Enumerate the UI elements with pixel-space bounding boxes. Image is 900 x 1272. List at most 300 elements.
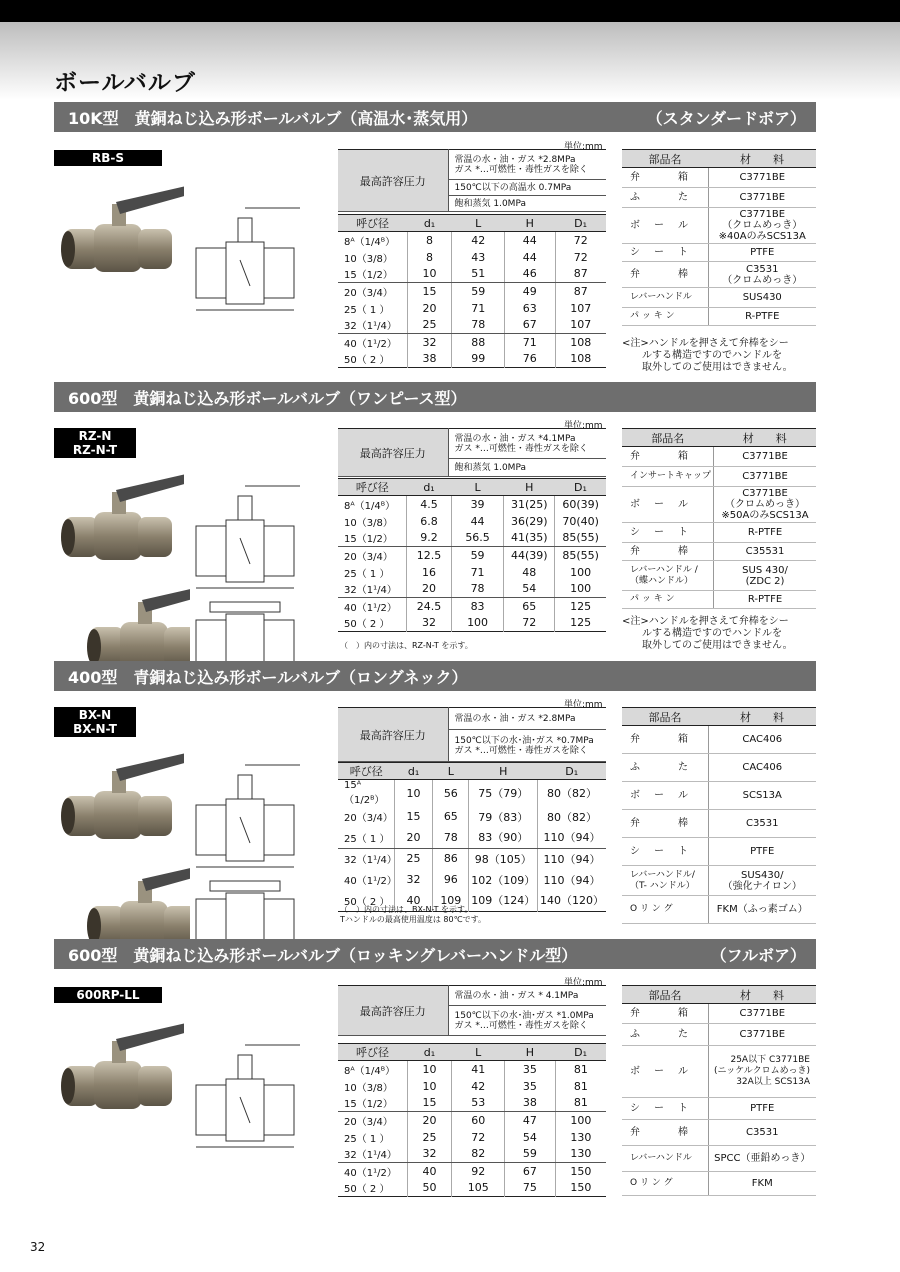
part-name: ボ ー ル: [622, 1046, 708, 1098]
dimension-header: 呼び径: [338, 215, 407, 232]
material-header: 部品名: [622, 986, 708, 1004]
material-row: [622, 208, 816, 244]
dimension-value: 43: [452, 249, 505, 266]
dimension-value: 100: [555, 1112, 606, 1129]
pressure-value: 常温の水・油・ガス *4.1MPa ガス *…可燃性・毒性ガスを除く: [448, 429, 606, 459]
dimension-header: D₁: [555, 215, 606, 232]
dimension-value: 15: [407, 283, 452, 300]
part-name: ふ た: [622, 188, 708, 208]
dimension-value: 109: [433, 890, 469, 911]
material-row: [622, 523, 816, 543]
dimension-value: 50: [407, 1180, 452, 1197]
dimension-value: 40: [394, 890, 432, 911]
material-row: [622, 467, 816, 487]
material-value: C3771BE: [708, 1024, 816, 1046]
dimension-drawing-icon: [190, 1027, 310, 1167]
dimension-value: 47: [505, 1112, 556, 1129]
nominal-size: 20（3/4）: [344, 287, 393, 299]
part-name: パ ッ キ ン: [622, 591, 714, 609]
section-model: 400型: [68, 667, 118, 687]
nominal-size: 10（3/8）: [344, 517, 393, 529]
nominal-size: 50（ 2 ）: [344, 896, 390, 908]
nominal-size: 50（ 2 ）: [344, 1184, 390, 1196]
material-value: PTFE: [708, 244, 816, 262]
dimension-value: 41(35): [504, 530, 555, 547]
dimension-row: [338, 1146, 606, 1163]
part-name: O リ ン グ: [622, 1172, 708, 1196]
dimension-value: 56: [433, 780, 469, 807]
dimension-row: [338, 283, 606, 300]
dimension-row: [338, 1163, 606, 1180]
section-title: 青銅ねじ込み形ボールバルブ（ロングネック）: [133, 667, 468, 687]
dimension-row: [338, 780, 606, 807]
material-value: C3771BE: [714, 447, 816, 467]
dimension-value: 20: [394, 827, 432, 848]
nominal-size: 10（3/8）: [344, 253, 393, 265]
material-value: FKM: [708, 1172, 816, 1196]
dimension-header: 呼び径: [338, 763, 394, 780]
material-header: 材 料: [708, 150, 816, 168]
section-model: 600型: [68, 945, 118, 965]
material-row: [622, 1004, 816, 1024]
model-code: RZ-N: [78, 429, 112, 443]
dimension-value: 20: [407, 1112, 452, 1129]
dimension-header: H: [469, 763, 538, 780]
unit-label: 単位:mm: [564, 142, 603, 152]
pressure-value: 飽和蒸気 1.0MPa: [448, 196, 606, 212]
material-row: [622, 487, 816, 523]
dimension-value: 87: [555, 283, 606, 300]
dimension-value: 100: [451, 615, 503, 632]
part-name: ボ ー ル: [622, 487, 714, 523]
nominal-size: 32（1¹/4）: [338, 581, 407, 598]
material-row: [622, 1146, 816, 1172]
part-name: レバーハンドル: [622, 1146, 708, 1172]
material-value: SUS 430/ (ZDC 2): [714, 561, 816, 591]
part-name: レバーハンドル / （蝶ハンドル）: [622, 561, 714, 591]
dimension-table: [338, 478, 606, 632]
dimension-value: 59: [505, 1146, 556, 1163]
dimension-value: 16: [407, 564, 452, 581]
material-row: [622, 1046, 816, 1098]
nominal-size: 50（ 2 ）: [344, 355, 390, 367]
dimension-value: 38: [407, 351, 452, 368]
section-header-bar: [54, 102, 816, 132]
dimension-value: 36(29): [504, 513, 555, 530]
dimension-value: 85(55): [555, 547, 606, 564]
material-row: [622, 810, 816, 838]
dimension-value: 6.8: [407, 513, 452, 530]
dimension-value: 70(40): [555, 513, 606, 530]
dimension-value: 49: [504, 283, 555, 300]
dimension-value: 85(55): [555, 530, 606, 547]
pressure-row: [338, 708, 606, 730]
pressure-label: 最高許容圧力: [338, 429, 448, 477]
dimension-header-row: [338, 215, 606, 232]
dimension-value: 107: [555, 300, 606, 317]
dimension-value: 4.5: [407, 496, 452, 513]
dimension-value: 108: [555, 351, 606, 368]
dimension-value: 78: [452, 317, 505, 334]
nominal-size: 32（1¹/4）: [344, 855, 397, 867]
material-header: 部品名: [622, 429, 714, 447]
part-name: 弁 棒: [622, 262, 708, 288]
dimension-value: 80（82）: [537, 806, 606, 827]
dimension-value: 98（105）: [469, 848, 538, 869]
material-value: SUS430: [708, 288, 816, 308]
max-pressure-table: [338, 707, 606, 762]
dimension-value: 20: [407, 581, 452, 598]
material-table: [622, 149, 816, 326]
nominal-size: 32（1¹/4）: [338, 317, 407, 334]
max-pressure-table: [338, 428, 606, 477]
part-name: 弁 箱: [622, 447, 714, 467]
material-value: 25A以下 C3771BE (ニッケルクロムめっき) 32A以上 SCS13A: [708, 1046, 816, 1098]
part-name: ボ ー ル: [622, 208, 708, 244]
dimension-row: [338, 496, 606, 513]
dimension-row: [338, 827, 606, 848]
section-bore-note: （フルボア）: [710, 945, 806, 965]
material-value: C3531: [708, 810, 816, 838]
pressure-value: 常温の水・油・ガス *2.8MPa ガス *…可燃性・毒性ガスを除く: [448, 150, 606, 180]
model-code-badge: [54, 987, 162, 1003]
dimension-value: 96: [433, 869, 469, 890]
material-row: [622, 754, 816, 782]
dimension-row: [338, 232, 606, 249]
dimension-value: 75（79）: [469, 780, 538, 807]
dimension-value: 59: [452, 283, 505, 300]
dimension-header: L: [433, 763, 469, 780]
dimension-header: 呼び径: [338, 479, 407, 496]
part-name: 弁 箱: [622, 1004, 708, 1024]
pressure-value: 150℃以下の高温水 0.7MPa: [448, 180, 606, 196]
dimension-value: 31(25): [504, 496, 555, 513]
dimension-row: [338, 1061, 606, 1078]
part-name: シ ー ト: [622, 1098, 708, 1120]
handle-caution-note: <注>ハンドルを押さえて弁棒をシー ルする構造ですのでハンドルを 取外してのご使用はできません。: [622, 338, 793, 373]
dimension-drawing-icon: [190, 190, 310, 330]
dimension-row: [338, 1129, 606, 1146]
dimension-value: 65: [433, 806, 469, 827]
dimension-value: 102（109）: [469, 869, 538, 890]
nominal-size: 32（1¹/4）: [338, 1146, 407, 1163]
model-code: RZ-N-T: [72, 443, 118, 457]
model-code: RB-S: [91, 151, 124, 165]
dimension-table: [338, 214, 606, 368]
nominal-size: 10（3/8）: [344, 1082, 393, 1094]
material-value: FKM（ふっ素ゴム）: [708, 896, 816, 924]
dimension-value: 10: [407, 266, 452, 283]
nominal-size: 40（1¹/2）: [344, 1167, 397, 1179]
material-row: [622, 561, 816, 591]
material-row: [622, 726, 816, 754]
section-title: 黄銅ねじ込み形ボールバルブ（高温水･蒸気用）: [134, 108, 478, 128]
dimension-value: 87: [555, 266, 606, 283]
material-row: [622, 308, 816, 326]
dimension-header: D₁: [555, 479, 606, 496]
dimension-value: 110（94）: [537, 827, 606, 848]
dimension-row: [338, 334, 606, 351]
nominal-size: 25（ 1 ）: [344, 568, 390, 580]
material-value: R-PTFE: [714, 591, 816, 609]
dimension-value: 71: [504, 334, 555, 351]
valve-photo-icon: [54, 462, 184, 572]
dimension-header: D₁: [555, 1044, 606, 1061]
pressure-row: [338, 429, 606, 459]
dimension-row: [338, 317, 606, 334]
pressure-value: 150℃以下の水･油･ガス *1.0MPa ガス *…可燃性・毒性ガスを除く: [448, 1006, 606, 1036]
dimension-value: 32: [407, 615, 452, 632]
dimension-value: 60: [452, 1112, 505, 1129]
material-value: C3771BE: [708, 188, 816, 208]
dimension-value: 92: [452, 1163, 505, 1180]
material-row: [622, 188, 816, 208]
nominal-size: 8ᴬ（1/4ᴮ）: [344, 500, 396, 512]
dimension-value: 75: [505, 1180, 556, 1197]
part-name: インサートキャップ: [622, 467, 714, 487]
unit-label: 単位:mm: [564, 978, 603, 988]
pressure-row: [338, 150, 606, 180]
pressure-value: 常温の水・油・ガス * 4.1MPa: [448, 986, 606, 1006]
handle-caution-note: <注>ハンドルを押さえて弁棒をシー ルする構造ですのでハンドルを 取外してのご使用はできません。: [622, 616, 793, 651]
material-header: 材 料: [714, 429, 816, 447]
dimension-value: 41: [452, 1061, 505, 1078]
valve-photo-icon: [54, 174, 184, 284]
dimension-value: 56.5: [451, 530, 503, 547]
page-title: ボールバルブ: [54, 70, 196, 96]
dimension-header: L: [452, 215, 505, 232]
material-row: [622, 838, 816, 866]
material-header: 部品名: [622, 708, 708, 726]
dimension-drawing-icon: [190, 468, 310, 678]
table-dimension-note: （ ）内の寸法は、RZ-N-T を示す。: [340, 641, 473, 650]
nominal-size: 25（ 1 ）: [338, 827, 394, 848]
dimension-row: [338, 1112, 606, 1129]
dimension-header: L: [451, 479, 503, 496]
dimension-value: 99: [452, 351, 505, 368]
part-name: 弁 棒: [622, 1120, 708, 1146]
pressure-label: 最高許容圧力: [338, 986, 448, 1036]
dimension-value: 44: [504, 232, 555, 249]
unit-label: 単位:mm: [564, 421, 603, 431]
dimension-row: [338, 581, 606, 598]
material-value: SPCC（亜鉛めっき）: [708, 1146, 816, 1172]
pressure-value: 常温の水・油・ガス *2.8MPa: [448, 708, 606, 730]
material-value: C3531 （クロムめっき）: [708, 262, 816, 288]
max-pressure-table: [338, 149, 606, 212]
dimension-value: 44(39): [504, 547, 555, 564]
dimension-value: 54: [505, 1129, 556, 1146]
section-bore-note: （スタンダードボア）: [646, 108, 806, 128]
dimension-value: 67: [504, 317, 555, 334]
material-row: [622, 1098, 816, 1120]
part-name: 弁 箱: [622, 726, 708, 754]
material-header-row: [622, 429, 816, 447]
dimension-header: d₁: [394, 763, 432, 780]
material-value: SUS430/ （強化ナイロン）: [708, 866, 816, 896]
dimension-value: 40: [407, 1163, 452, 1180]
nominal-size: 20（3/4）: [344, 1116, 393, 1128]
dimension-value: 65: [504, 598, 555, 615]
nominal-size: 8ᴬ（1/4ᴮ）: [344, 236, 396, 248]
dimension-value: 125: [555, 615, 606, 632]
section-title: 黄銅ねじ込み形ボールバルブ（ロッキングレバーハンドル型）: [133, 945, 578, 965]
dimension-value: 15: [407, 1095, 452, 1112]
dimension-header: d₁: [407, 479, 452, 496]
dimension-value: 88: [452, 334, 505, 351]
material-table: [622, 707, 816, 924]
material-header: 材 料: [708, 986, 816, 1004]
nominal-size: 15（1/2）: [338, 1095, 407, 1112]
unit-label: 単位:mm: [564, 700, 603, 710]
part-name: 弁 箱: [622, 168, 708, 188]
nominal-size: 15（1/2）: [338, 266, 407, 283]
dimension-value: 67: [505, 1163, 556, 1180]
dimension-value: 150: [555, 1180, 606, 1197]
dimension-value: 35: [505, 1061, 556, 1078]
dimension-header: H: [504, 215, 555, 232]
nominal-size: 50（ 2 ）: [344, 619, 390, 631]
part-name: ふ た: [622, 754, 708, 782]
page-number: 32: [30, 1240, 46, 1254]
part-name: レバーハンドル/ （T- ハンドル）: [622, 866, 708, 896]
dimension-row: [338, 300, 606, 317]
dimension-value: 110（94）: [537, 848, 606, 869]
dimension-drawing-icon: [190, 747, 310, 957]
dimension-value: 78: [433, 827, 469, 848]
part-name: シ ー ト: [622, 523, 714, 543]
nominal-size: 40（1¹/2）: [344, 602, 397, 614]
dimension-value: 38: [505, 1095, 556, 1112]
dimension-value: 10: [407, 1078, 452, 1095]
dimension-value: 46: [504, 266, 555, 283]
dimension-value: 10: [394, 780, 432, 807]
dimension-value: 81: [555, 1095, 606, 1112]
dimension-header: d₁: [407, 215, 452, 232]
dimension-value: 63: [504, 300, 555, 317]
dimension-value: 24.5: [407, 598, 452, 615]
dimension-row: [338, 530, 606, 547]
part-name: パ ッ キ ン: [622, 308, 708, 326]
dimension-value: 81: [555, 1061, 606, 1078]
material-value: PTFE: [708, 838, 816, 866]
model-code: BX-N: [78, 708, 112, 722]
material-row: [622, 1172, 816, 1196]
section-header-bar: [54, 382, 816, 412]
nominal-size: 15（1/2）: [338, 530, 407, 547]
part-name: 弁 棒: [622, 810, 708, 838]
material-value: C3771BE: [708, 168, 816, 188]
dimension-value: 100: [555, 581, 606, 598]
material-row: [622, 896, 816, 924]
dimension-value: 80（82）: [537, 780, 606, 807]
material-value: C3771BE （クロムめっき） ※50AのみSCS13A: [714, 487, 816, 523]
nominal-size: 15ᴬ（1/2ᴮ）: [344, 780, 385, 806]
dimension-row: [338, 869, 606, 890]
dimension-value: 32: [407, 1146, 452, 1163]
dimension-row: [338, 1180, 606, 1197]
dimension-header: 呼び径: [338, 1044, 407, 1061]
table-dimension-note: （ ）内の寸法は、BX-N-T を示す。 Tハンドルの最高使用温度は 80℃です。: [340, 905, 486, 924]
pressure-value: 飽和蒸気 1.0MPa: [448, 459, 606, 477]
valve-photo-icon: [54, 1011, 184, 1121]
material-row: [622, 1024, 816, 1046]
material-row: [622, 262, 816, 288]
dimension-row: [338, 806, 606, 827]
dimension-value: 9.2: [407, 530, 452, 547]
material-value: C3531: [708, 1120, 816, 1146]
dimension-row: [338, 513, 606, 530]
nominal-size: 8ᴬ（1/4ᴮ）: [344, 1065, 396, 1077]
dimension-row: [338, 351, 606, 368]
dimension-value: 79（83）: [469, 806, 538, 827]
model-code: 600RP-LL: [76, 988, 140, 1002]
material-value: C3771BE （クロムめっき） ※40AのみSCS13A: [708, 208, 816, 244]
dimension-row: [338, 564, 606, 581]
dimension-value: 72: [504, 615, 555, 632]
dimension-value: 48: [504, 564, 555, 581]
dimension-value: 51: [452, 266, 505, 283]
dimension-table: [338, 762, 606, 912]
section-header-bar: [54, 661, 816, 691]
section-model: 10K型: [68, 108, 119, 128]
dimension-value: 59: [451, 547, 503, 564]
dimension-header: D₁: [537, 763, 606, 780]
section-model: 600型: [68, 388, 118, 408]
valve-photo-icon: [54, 741, 184, 851]
dimension-row: [338, 266, 606, 283]
dimension-value: 39: [451, 496, 503, 513]
material-value: CAC406: [708, 726, 816, 754]
dimension-value: 86: [433, 848, 469, 869]
dimension-value: 54: [504, 581, 555, 598]
pressure-label: 最高許容圧力: [338, 150, 448, 212]
dimension-row: [338, 598, 606, 615]
dimension-value: 83: [451, 598, 503, 615]
nominal-size: 25（ 1 ）: [344, 1133, 390, 1145]
dimension-row: [338, 1095, 606, 1112]
dimension-value: 83（90）: [469, 827, 538, 848]
pressure-row: [338, 986, 606, 1006]
dimension-value: 130: [555, 1146, 606, 1163]
dimension-row: [338, 1078, 606, 1095]
dimension-value: 60(39): [555, 496, 606, 513]
dimension-value: 125: [555, 598, 606, 615]
model-code: BX-N-T: [73, 722, 117, 736]
dimension-table: [338, 1043, 606, 1197]
dimension-value: 53: [452, 1095, 505, 1112]
material-value: PTFE: [708, 1098, 816, 1120]
dimension-value: 72: [452, 1129, 505, 1146]
nominal-size: 40（1¹/2）: [344, 338, 397, 350]
dimension-value: 32: [394, 869, 432, 890]
model-code-badge: [54, 428, 136, 458]
material-header: 部品名: [622, 150, 708, 168]
part-name: 弁 棒: [622, 543, 714, 561]
dimension-value: 32: [407, 334, 452, 351]
top-black-band: [0, 0, 900, 22]
dimension-value: 150: [555, 1163, 606, 1180]
dimension-value: 8: [407, 232, 452, 249]
part-name: ボ ー ル: [622, 782, 708, 810]
material-table: [622, 428, 816, 609]
dimension-value: 25: [394, 848, 432, 869]
dimension-value: 82: [452, 1146, 505, 1163]
dimension-value: 42: [452, 1078, 505, 1095]
section-title: 黄銅ねじ込み形ボールバルブ（ワンピース型）: [133, 388, 467, 408]
material-header: 材 料: [708, 708, 816, 726]
dimension-value: 8: [407, 249, 452, 266]
